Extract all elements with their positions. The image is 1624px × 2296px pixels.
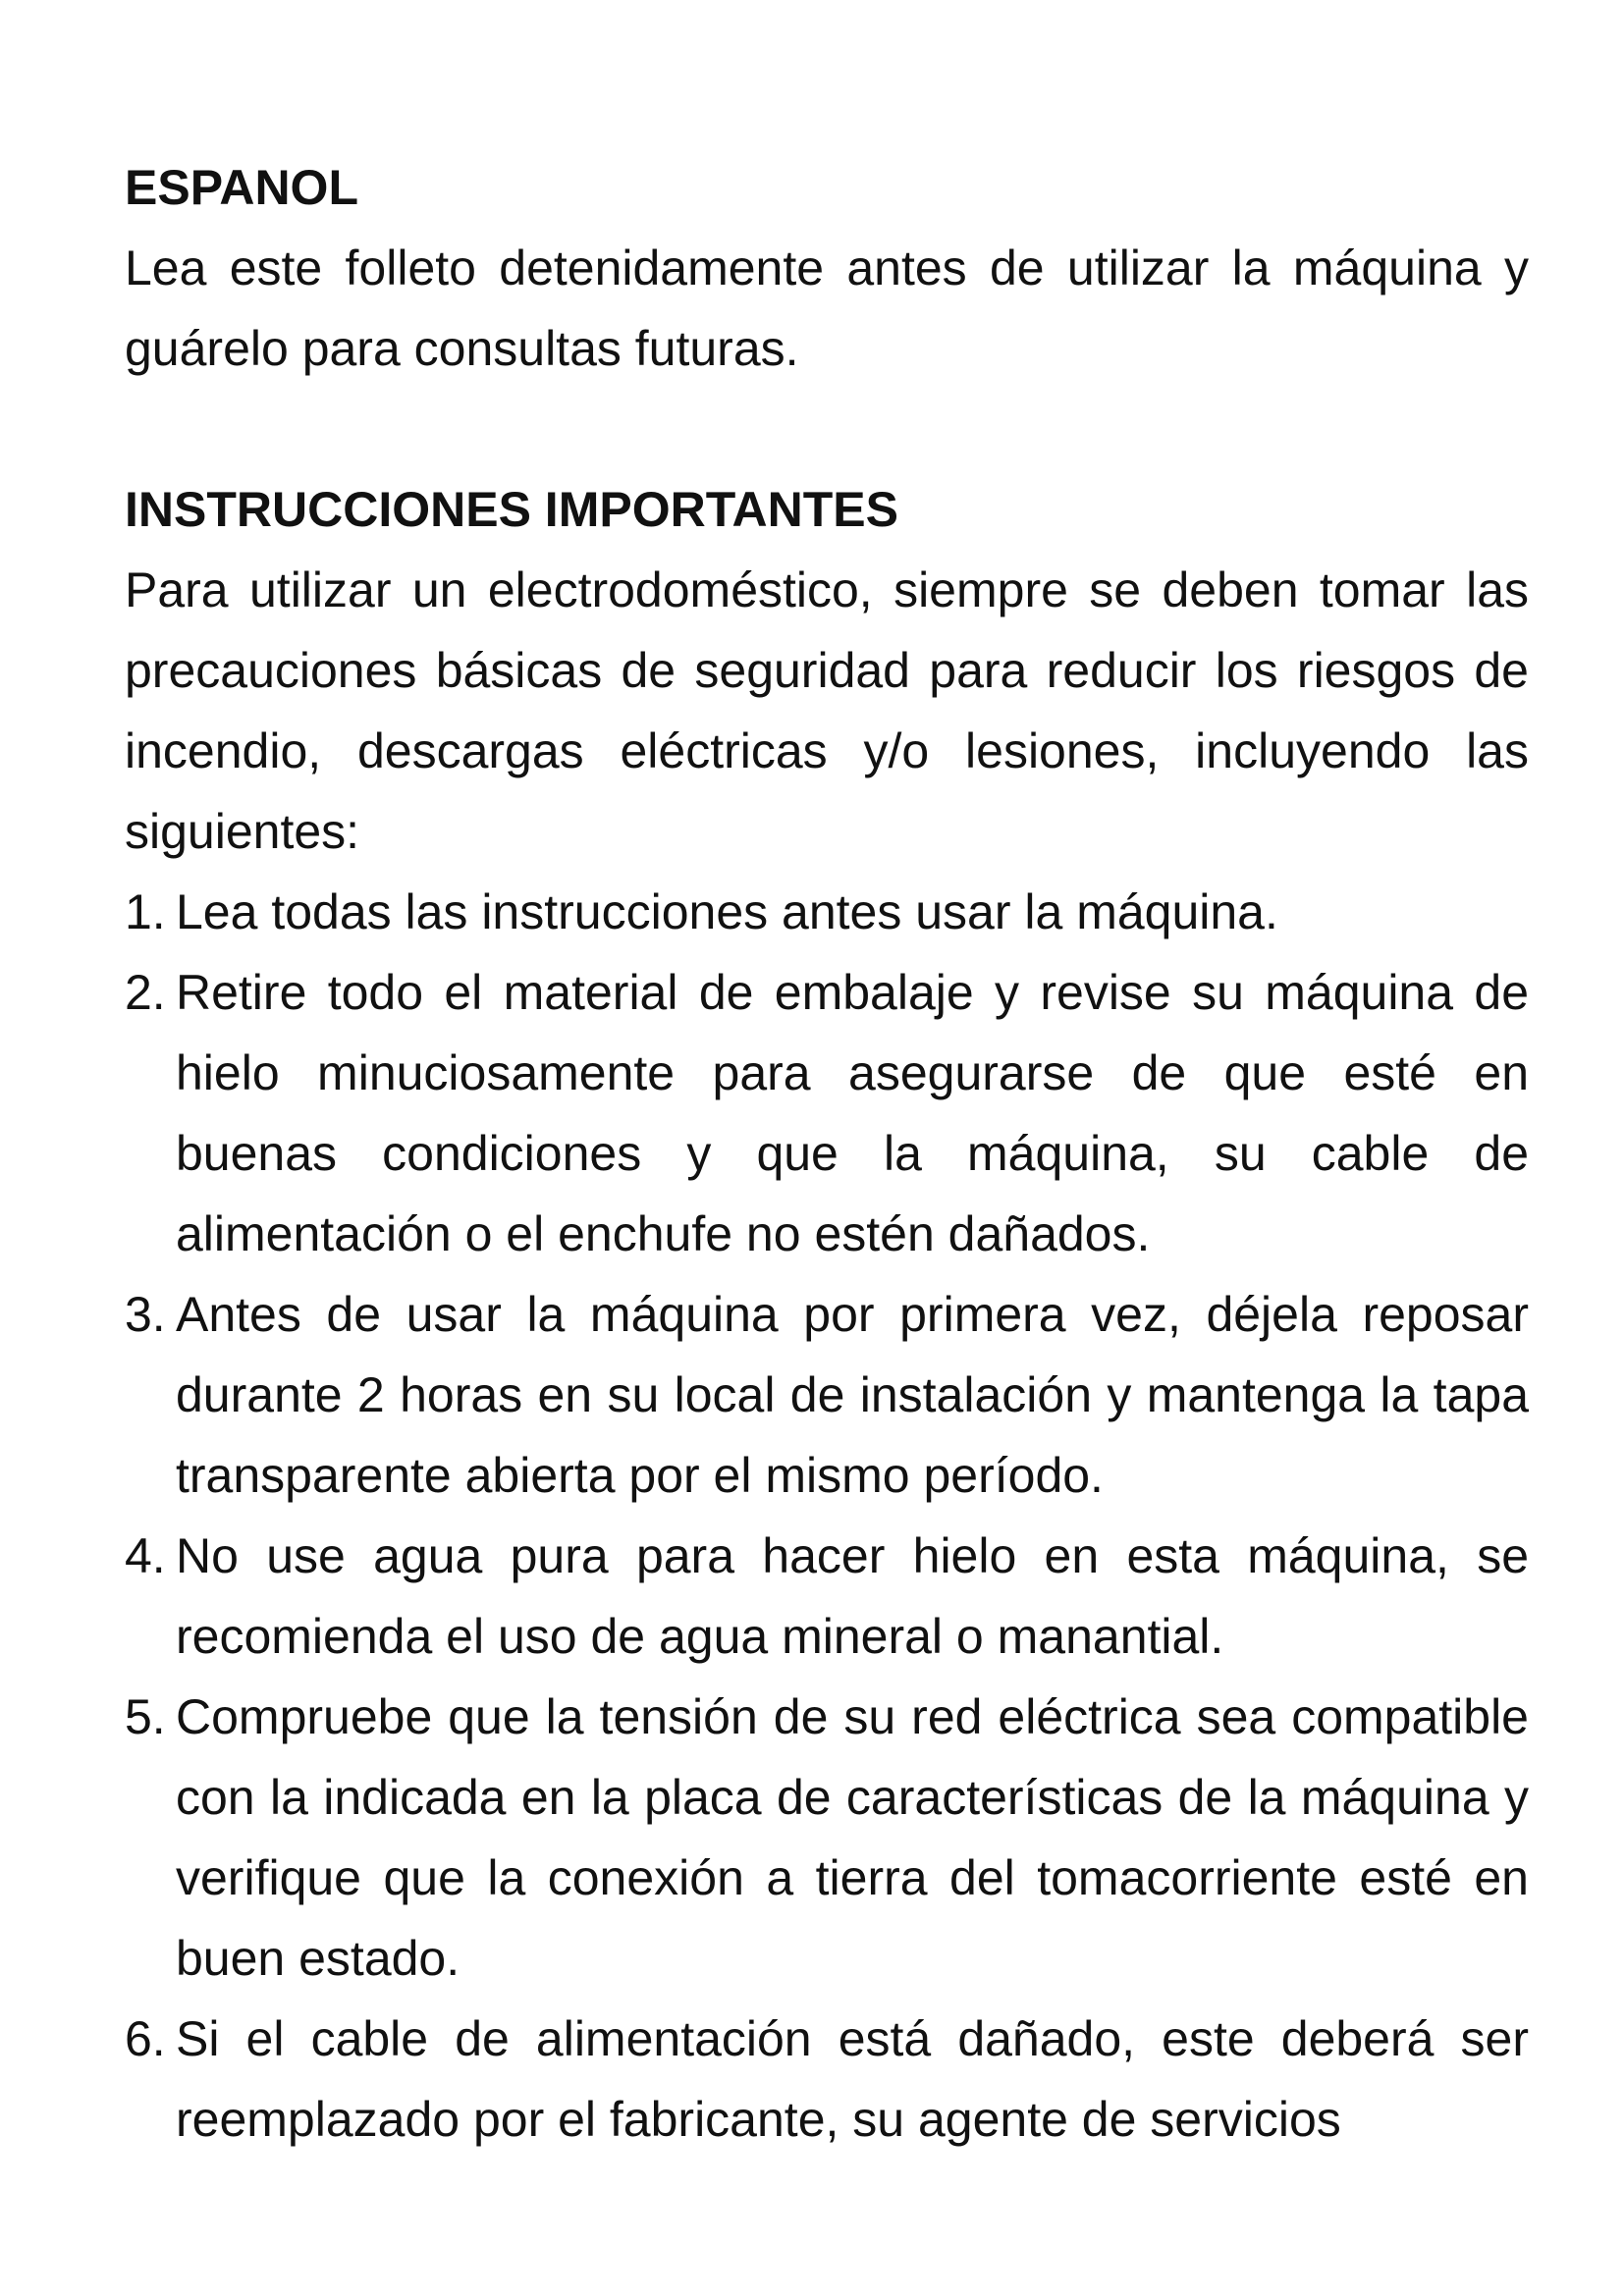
list-item [125,1677,1529,1999]
list-item [125,952,1529,1274]
list-item [125,1274,1529,1516]
list-item-text: Antes de usar la máquina por primera vez, déjela reposar durante 2 horas en su local de instalación y mantenga la tapa transparente abierta por el mismo período. [176,1287,1529,1503]
list-item-text: Si el cable de alimentación está dañado, este deberá ser reemplazado por el fabricante, su agente de servicios [176,2011,1529,2147]
list-item [125,1999,1529,2160]
list-item-text: Compruebe que la tensión de su red eléctrica sea compatible con la indicada en la placa de características de la máquina y verifique que la conexión a tierra del tomacorriente esté en buen estado. [176,1689,1529,1986]
list-item [125,872,1529,952]
list-item-text: Retire todo el material de embalaje y revise su máquina de hielo minuciosamente para asegurarse de que esté en buenas condiciones y que la máquina, su cable de alimentación o el enchufe no estén dañados. [176,965,1529,1261]
instructions-intro: Para utilizar un electrodoméstico, siempre se deben tomar las precauciones básicas de seguridad para reducir los riesgos de incendio, descargas eléctricas y/o lesiones, incluyendo las siguientes: [125,562,1529,859]
list-item-text: Lea todas las instrucciones antes usar la máquina. [176,884,1278,939]
list-item-number: 5. [125,1689,166,1744]
list-item-number: 2. [125,965,166,1020]
intro-paragraph: Lea este folleto detenidamente antes de utilizar la máquina y guárelo para consultas futuras. [125,240,1529,376]
instructions-heading: INSTRUCCIONES IMPORTANTES [125,482,898,537]
spacer [125,389,1529,469]
document-page [125,147,1529,2160]
list-item-text: No use agua pura para hacer hielo en esta máquina, se recomienda el uso de agua mineral o manantial. [176,1528,1529,1664]
list-item-number: 1. [125,884,166,939]
language-heading: ESPANOL [125,160,358,215]
instructions-list [125,872,1529,2160]
list-item [125,1516,1529,1677]
list-item-number: 4. [125,1528,166,1583]
list-item-number: 6. [125,2011,166,2066]
list-item-number: 3. [125,1287,166,1342]
